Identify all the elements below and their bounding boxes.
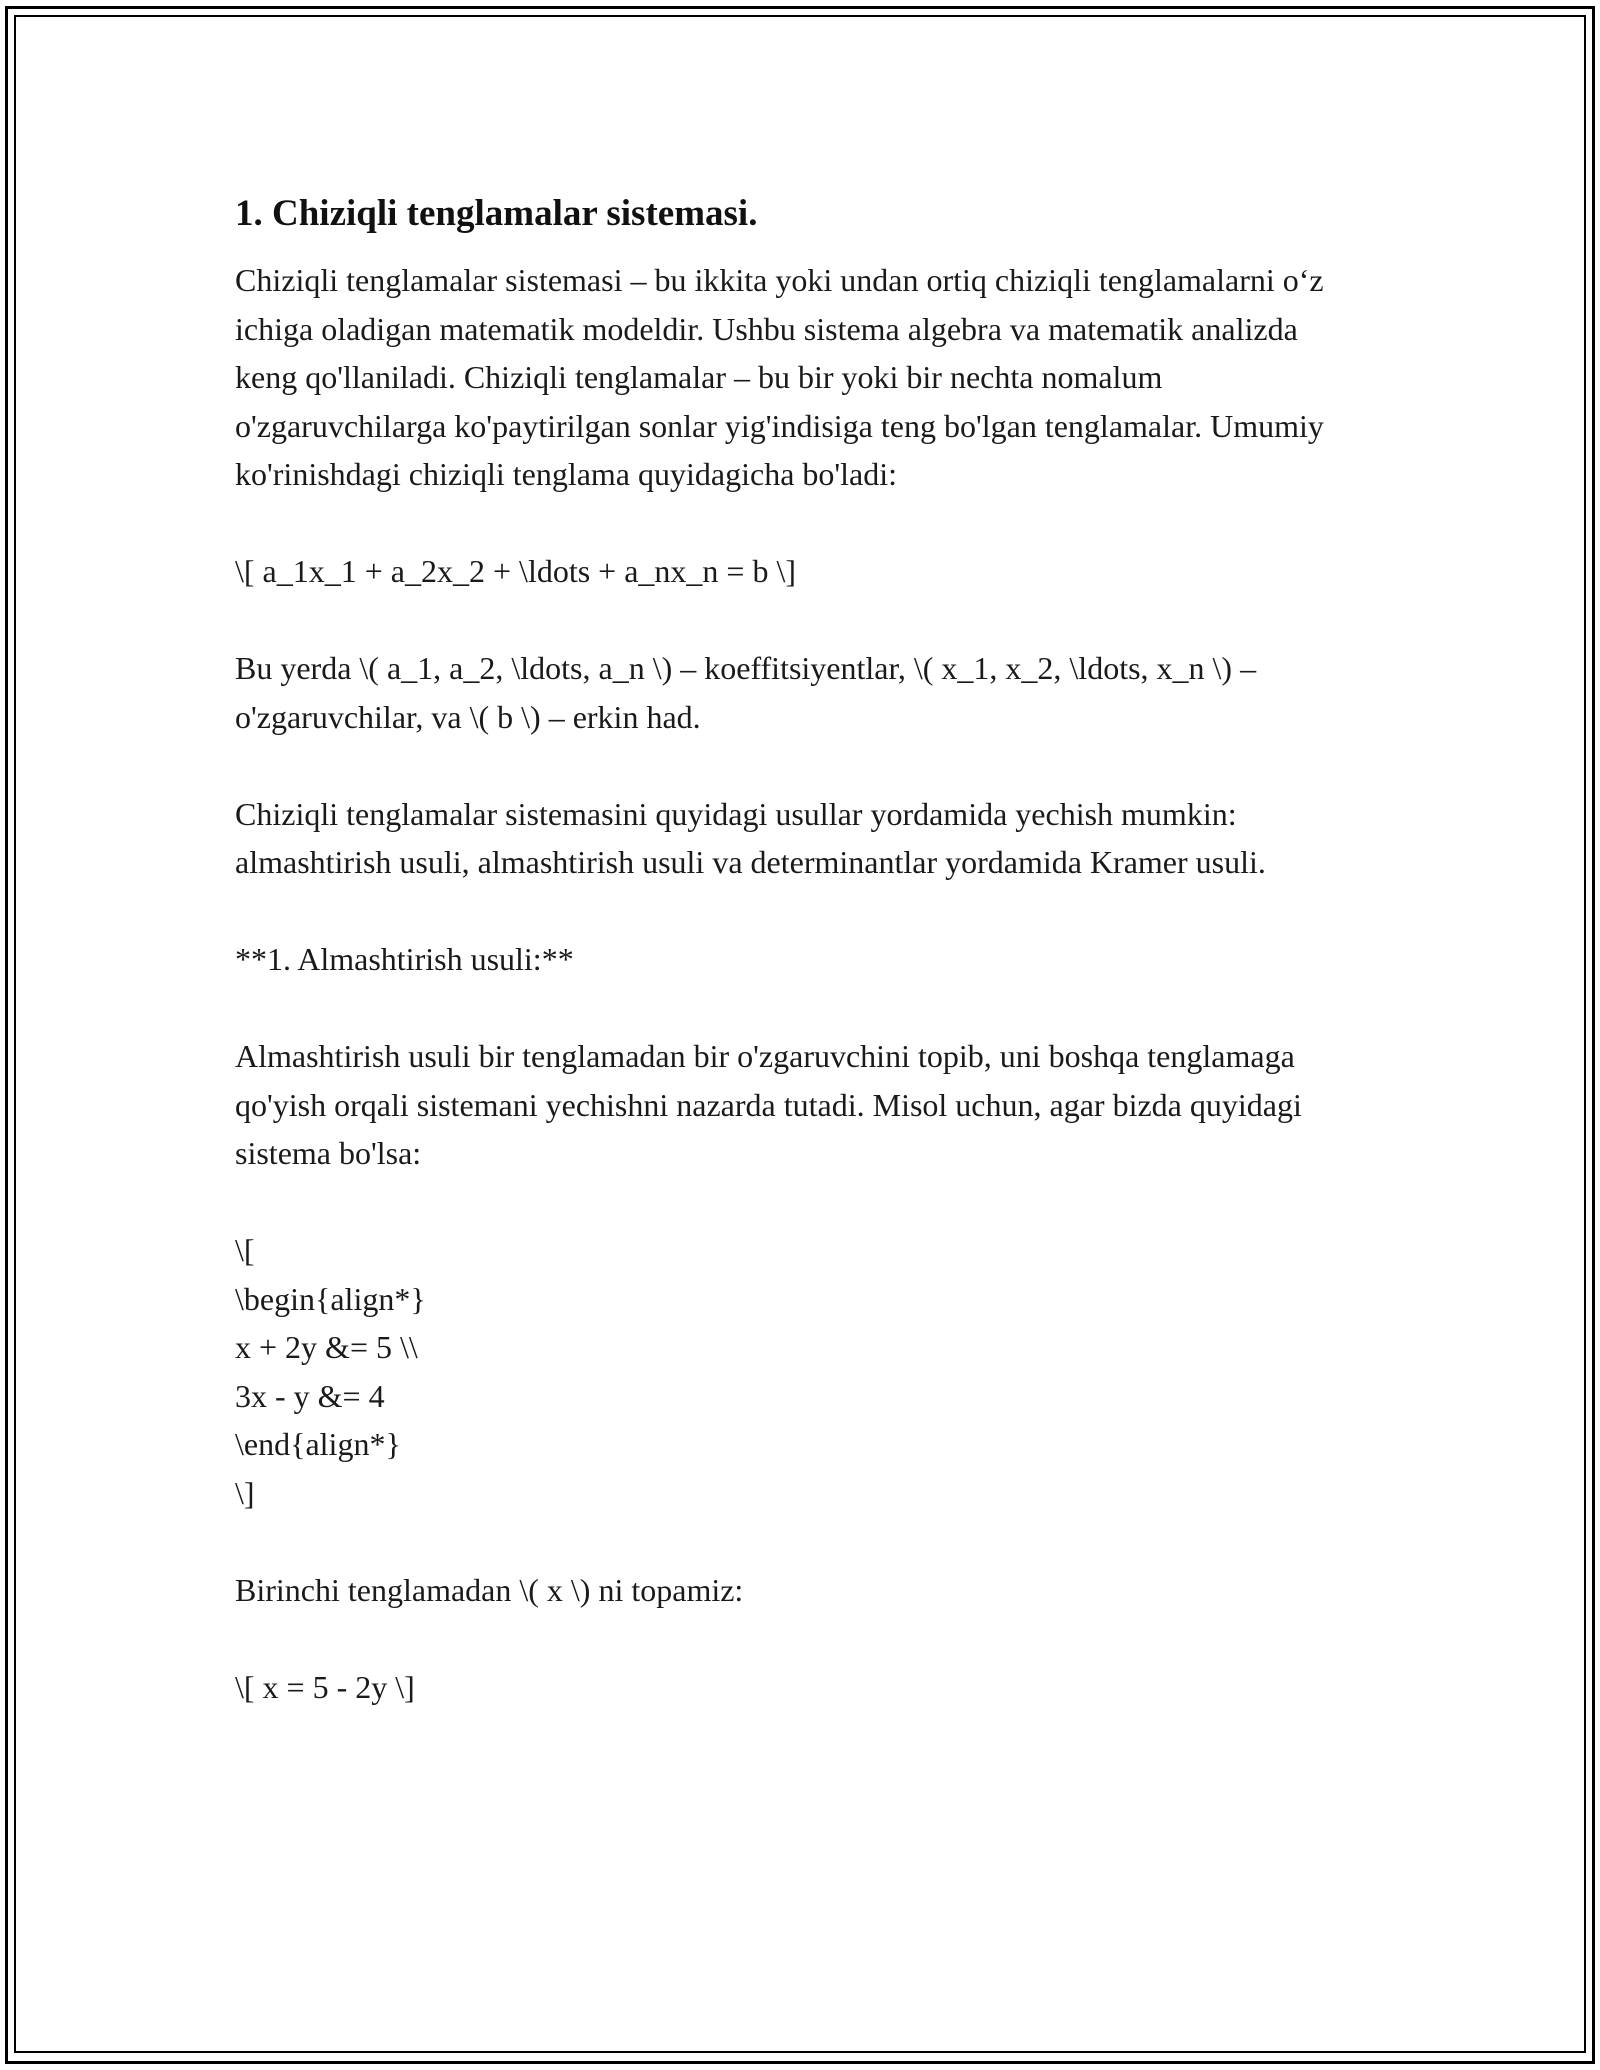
section-heading: 1. Chiziqli tenglamalar sistemasi. bbox=[235, 193, 758, 234]
intro-paragraph: Chiziqli tenglamalar sistemasi – bu ikkita yoki undan ortiq chiziqli tenglamalarni o‘z ichiga oladigan matematik modeldir. Ushbu sistema algebra va matematik analizda keng qo'llaniladi. Chiziqli tenglamalar – bu bir yoki bir nechta nomalum o'zgaruvchilarga ko'paytirilgan sonlar yig'indisiga teng bo'lgan tenglamalar. Umumiy ko'rinishdagi chiziqli tenglama quyidagicha bo'ladi: bbox=[235, 262, 1324, 492]
equation-line: x + 2y &= 5 \\ bbox=[235, 1329, 418, 1365]
equation-line: \end{align*} bbox=[235, 1426, 401, 1462]
equation-line: \] bbox=[235, 1474, 255, 1511]
equation-line: \begin{align*} bbox=[235, 1280, 426, 1317]
methods-paragraph: Chiziqli tenglamalar sistemasini quyidagi usullar yordamida yechish mumkin: almashtirish usuli, almashtirish usuli va determinantlar yordamida Kramer usuli. bbox=[235, 795, 1266, 880]
method-subheading: **1. Almashtirish usuli:** bbox=[235, 941, 574, 977]
coefficients-paragraph: Bu yerda \( a_1, a_2, \ldots, a_n \) – koeffitsiyentlar, \( x_1, x_2, \ldots, x_n \) – o'zgaruvchilar, va \( b \) – erkin had. bbox=[235, 650, 1257, 735]
general-equation: \[ a_1x_1 + a_2x_2 + \ldots + a_nx_n = b \] bbox=[235, 553, 797, 589]
equation-line: 3x - y &= 4 bbox=[235, 1377, 385, 1414]
system-equation-block bbox=[235, 1226, 1365, 1517]
x-equation: \[ x = 5 - 2y \] bbox=[235, 1668, 415, 1705]
equation-line: \[ bbox=[235, 1232, 255, 1268]
substitution-paragraph: Almashtirish usuli bir tenglamadan bir o'zgaruvchini topib, uni boshqa tenglamaga qo'yish orqali sistemani yechishni nazarda tutadi. Misol uchun, agar bizda quyidagi sistema bo'lsa: bbox=[235, 1038, 1302, 1171]
document-body bbox=[235, 188, 1365, 1760]
find-x-paragraph: Birinchi tenglamadan \( x \) ni topamiz: bbox=[235, 1571, 744, 1608]
